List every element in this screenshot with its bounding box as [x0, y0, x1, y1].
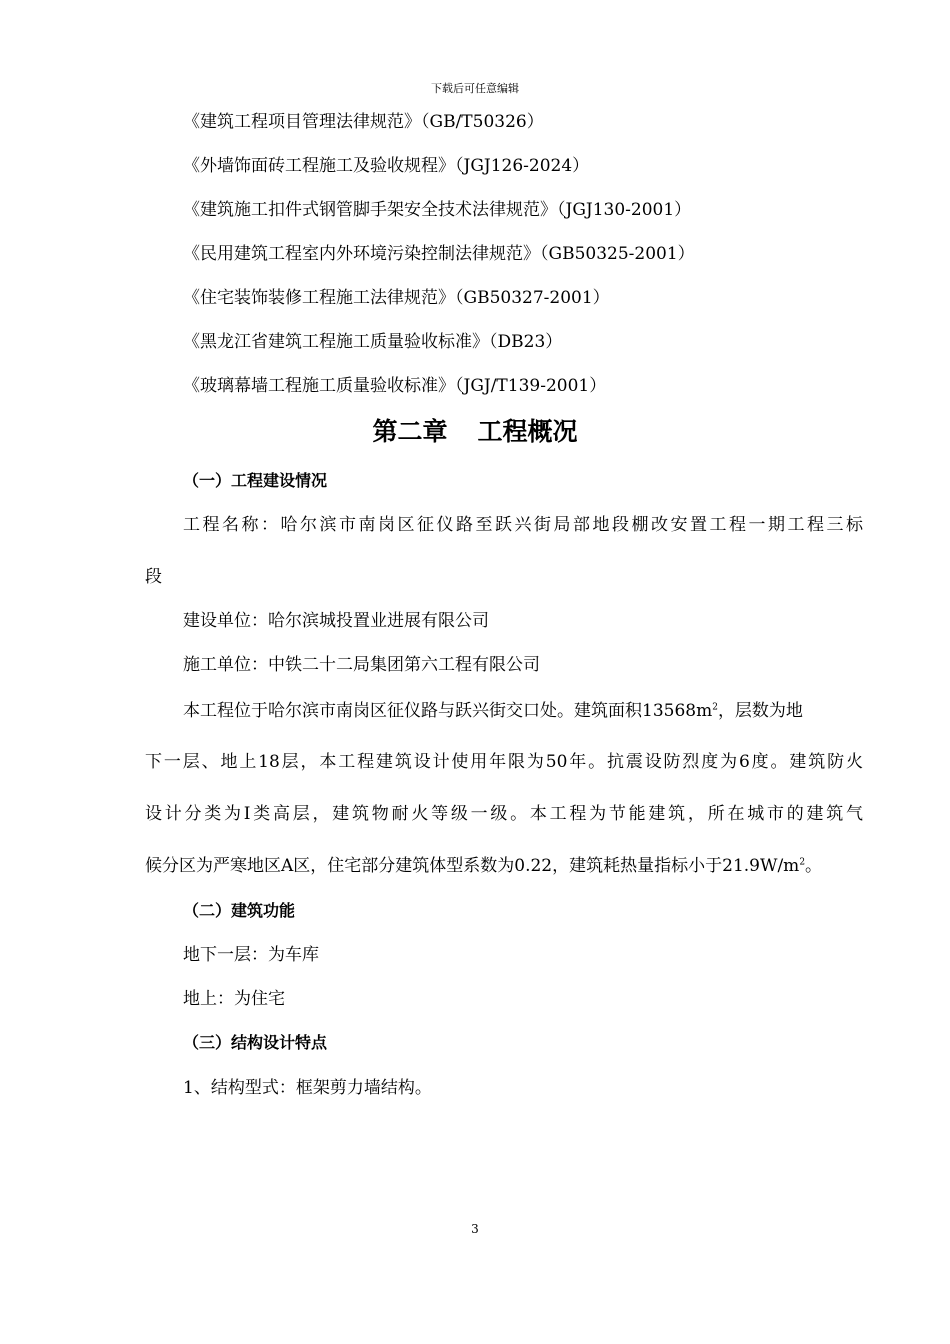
section-heading: （二）建筑功能: [183, 901, 296, 920]
page-number: 3: [471, 1222, 479, 1236]
chapter-title: [0, 412, 950, 448]
chapter-name: 工程概况: [477, 417, 578, 446]
description-text: ，层数为地: [717, 701, 803, 721]
header-note: 下载后可任意编辑: [431, 82, 519, 95]
project-name-continuation: 段: [145, 567, 162, 587]
description-line: [145, 854, 822, 878]
description-line: 下一层、地上18层，本工程建筑设计使用年限为50年。抗震设防烈度为6度。建筑防火: [145, 752, 863, 772]
superscript: 2: [799, 857, 806, 868]
chapter-number: 第二章: [372, 417, 448, 446]
reference-item: 《外墙饰面砖工程施工及验收规程》（JGJ126-2024）: [183, 156, 590, 176]
project-name-line: 工程名称：哈尔滨市南岗区征仪路至跃兴街局部地段棚改安置工程一期工程三标: [183, 515, 863, 535]
section-heading: （一）工程建设情况: [183, 471, 328, 490]
reference-item: 《黑龙江省建筑工程施工质量验收标准》（DB23）: [183, 332, 563, 352]
description-line: 设计分类为Ⅰ类高层，建筑物耐火等级一级。本工程为节能建筑，所在城市的建筑气: [145, 804, 863, 824]
reference-item: 《住宅装饰装修工程施工法律规范》（GB50327-2001）: [183, 288, 610, 308]
contractor-line: 施工单位：中铁二十二局集团第六工程有限公司: [183, 655, 540, 675]
description-text: 本工程位于哈尔滨市南岗区征仪路与跃兴街交口处。建筑面积13568m: [183, 701, 713, 721]
owner-line: 建设单位：哈尔滨城投置业进展有限公司: [183, 611, 489, 631]
reference-item: 《玻璃幕墙工程施工质量验收标准》（JGJ/T139-2001）: [183, 376, 607, 396]
section-heading: （三）结构设计特点: [183, 1033, 328, 1052]
description-text: 。: [805, 856, 823, 876]
reference-item: 《建筑施工扣件式钢管脚手架安全技术法律规范》（JGJ130-2001）: [183, 200, 692, 220]
description-text: 候分区为严寒地区A区，住宅部分建筑体型系数为0.22，建筑耗热量指标小于21.9W/m: [145, 856, 800, 876]
description-line: [183, 699, 803, 723]
reference-item: 《民用建筑工程室内外环境污染控制法律规范》（GB50325-2001）: [183, 244, 695, 264]
function-above-ground: 地上：为住宅: [183, 989, 285, 1009]
structure-item: 1、结构型式：框架剪力墙结构。: [183, 1078, 432, 1098]
reference-item: 《建筑工程项目管理法律规范》（GB/T50326）: [183, 112, 544, 132]
function-basement: 地下一层：为车库: [183, 945, 319, 965]
superscript: 2: [712, 702, 718, 713]
